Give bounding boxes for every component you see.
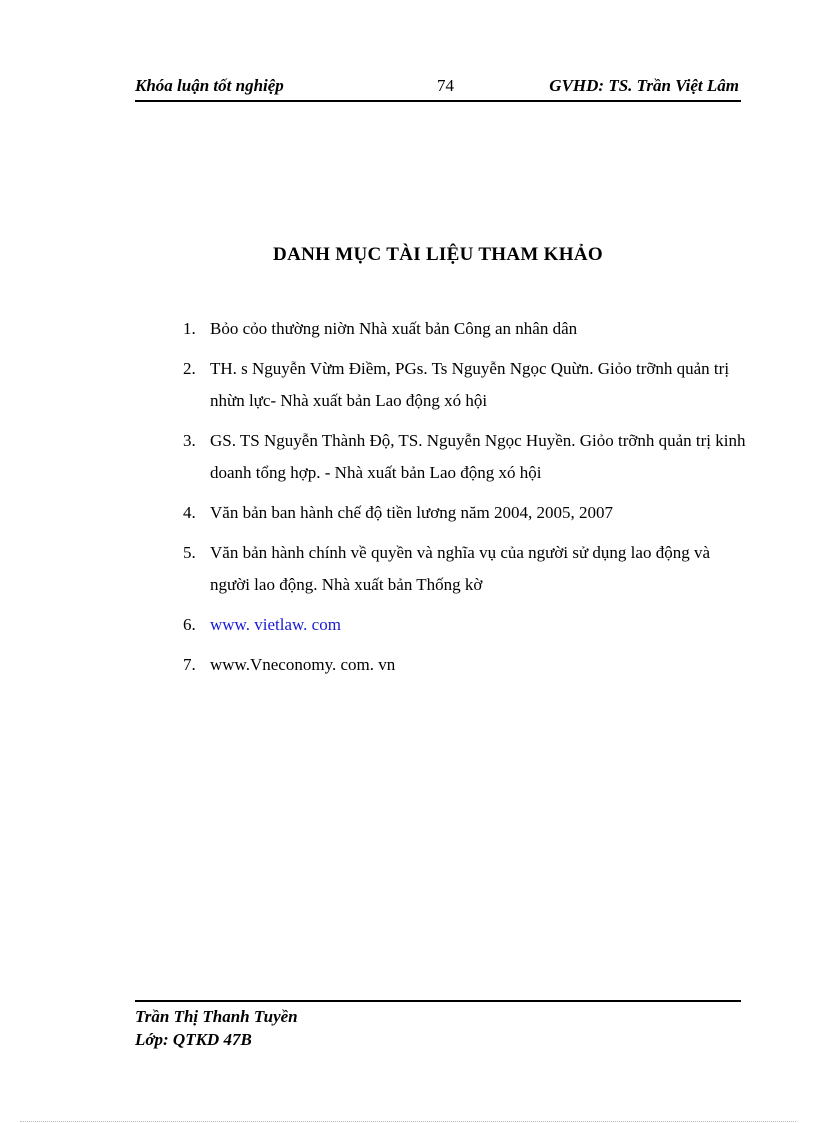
reference-number: 2. [183, 359, 196, 378]
reference-number: 1. [183, 319, 196, 338]
page-footer [135, 1005, 298, 1051]
page-title: DANH MỤC TÀI LIỆU THAM KHẢO [273, 244, 603, 265]
reference-item [183, 649, 753, 681]
page-number: 74 [437, 76, 454, 95]
reference-list [183, 313, 753, 689]
reference-text: Văn bản hành chính về quyền và nghĩa vụ của người sử dụng lao động và người lao động. Nhà xuất bản Thống kờ [210, 543, 710, 594]
reference-item [183, 313, 753, 345]
reference-item [183, 609, 753, 641]
reference-item [183, 353, 753, 417]
reference-number: 6. [183, 615, 196, 634]
reference-text: TH. s Nguyễn Vừm Điềm, PGs. Ts Nguyễn Ngọc Quừn. Giỏo trỡnh quản trị nhừn lực- Nhà xuất bản Lao động xó hội [210, 359, 730, 410]
footer-author: Trần Thị Thanh Tuyền [135, 1007, 298, 1026]
footer-divider [135, 1000, 741, 1002]
reference-number: 4. [183, 503, 196, 522]
reference-item [183, 497, 753, 529]
reference-number: 5. [183, 543, 196, 562]
header-thesis-label: Khóa luận tốt nghiệp [135, 76, 284, 95]
reference-item [183, 425, 753, 489]
reference-number: 3. [183, 431, 196, 450]
reference-number: 7. [183, 655, 196, 674]
reference-link-vietlaw[interactable]: www. vietlaw. com [210, 615, 341, 634]
reference-text: GS. TS Nguyễn Thành Độ, TS. Nguyễn Ngọc Huyền. Giỏo trỡnh quản trị kinh doanh tổng hợp. - Nhà xuất bản Lao động xó hội [210, 431, 746, 482]
header-advisor: GVHD: TS. Trần Việt Lâm [549, 76, 739, 95]
footer-class: Lớp: QTKD 47B [135, 1030, 252, 1049]
page-header [135, 74, 741, 102]
reference-item [183, 537, 753, 601]
reference-text: www.Vneconomy. com. vn [210, 655, 396, 674]
page-edge-divider [20, 1121, 796, 1122]
reference-text: Bỏo cỏo thường niờn Nhà xuất bản Công an nhân dân [210, 319, 578, 338]
reference-text: Văn bản ban hành chế độ tiền lương năm 2004, 2005, 2007 [210, 503, 613, 522]
